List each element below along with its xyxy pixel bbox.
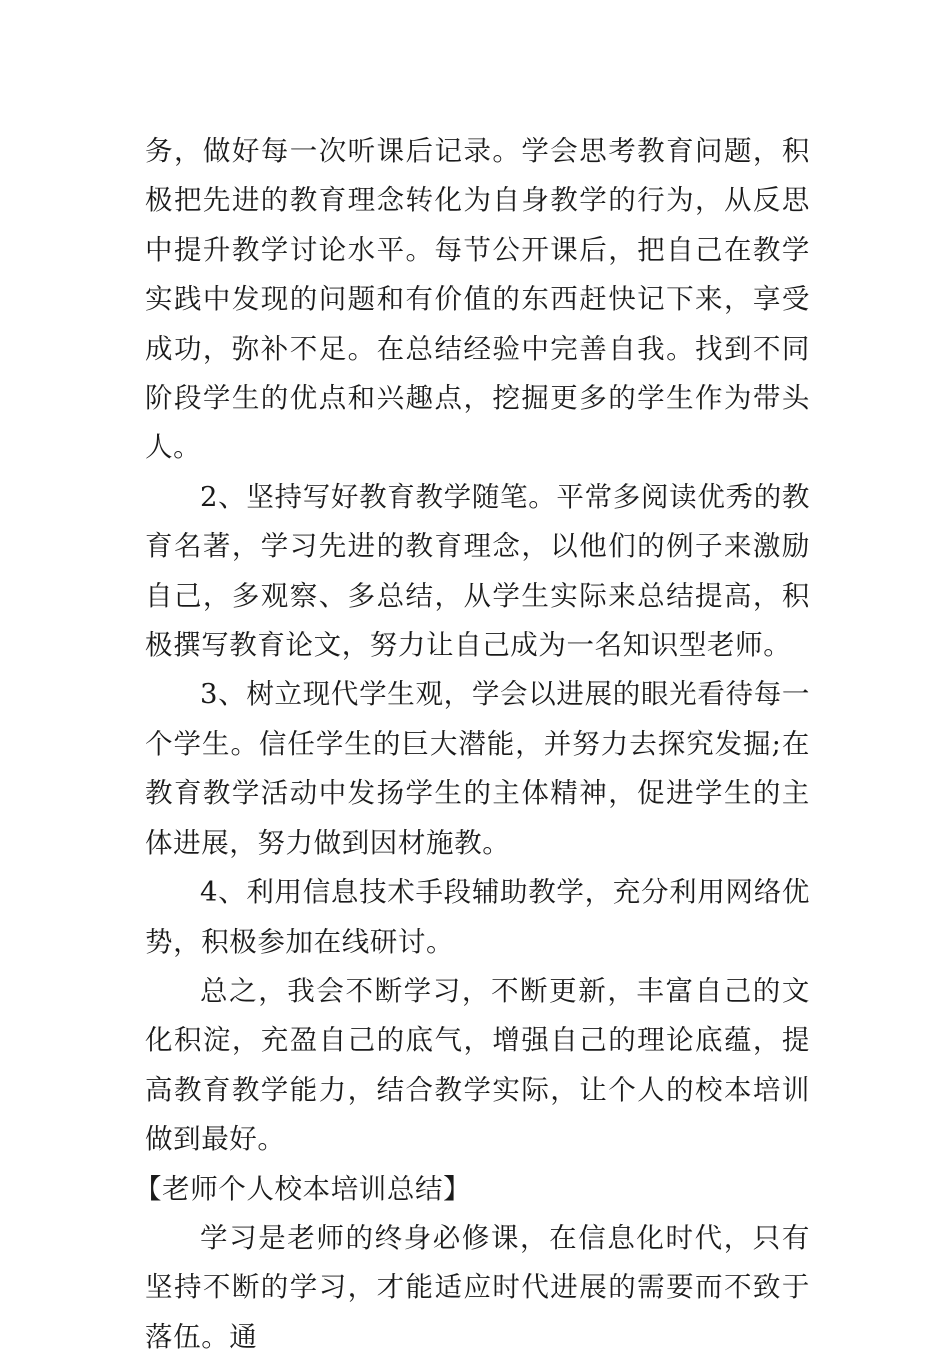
paragraph-conclusion: 总之，我会不断学习，不断更新，丰富自己的文化积淀，充盈自己的底气，增强自己的理论底蕴，提高教育教学能力，结合教学实际，让个人的校本培训做到最好。	[145, 974, 810, 1156]
paragraph-item-4: 4、利用信息技术手段辅助教学，充分利用网络优势，积极参加在线研讨。	[145, 876, 810, 958]
document-body	[134, 127, 810, 1362]
section-heading: 【老师个人校本培训总结】	[134, 1172, 472, 1205]
paragraph-continuation: 务，做好每一次听课后记录。学会思考教育问题，积极把先进的教育理念转化为自身教学的行为，从反思中提升教学讨论水平。每节公开课后，把自己在教学实践中发现的问题和有价值的东西赶快记下来，享受成功，弥补不足。在总结经验中完善自我。找到不同阶段学生的优点和兴趣点，挖掘更多的学生作为带头人。	[145, 135, 810, 464]
paragraph-intro: 学习是老师的终身必修课，在信息化时代，只有坚持不断的学习，才能适应时代进展的需要而不致于落伍。通	[145, 1221, 810, 1353]
paragraph-item-2: 2、坚持写好教育教学随笔。平常多阅读优秀的教育名著，学习先进的教育理念，以他们的例子来激励自己，多观察、多总结，从学生实际来总结提高，积极撰写教育论文，努力让自己成为一名知识型老师。	[145, 480, 810, 662]
paragraph-item-3: 3、树立现代学生观，学会以进展的眼光看待每一个学生。信任学生的巨大潜能，并努力去探究发掘;在教育教学活动中发扬学生的主体精神，促进学生的主体进展，努力做到因材施教。	[145, 678, 810, 859]
